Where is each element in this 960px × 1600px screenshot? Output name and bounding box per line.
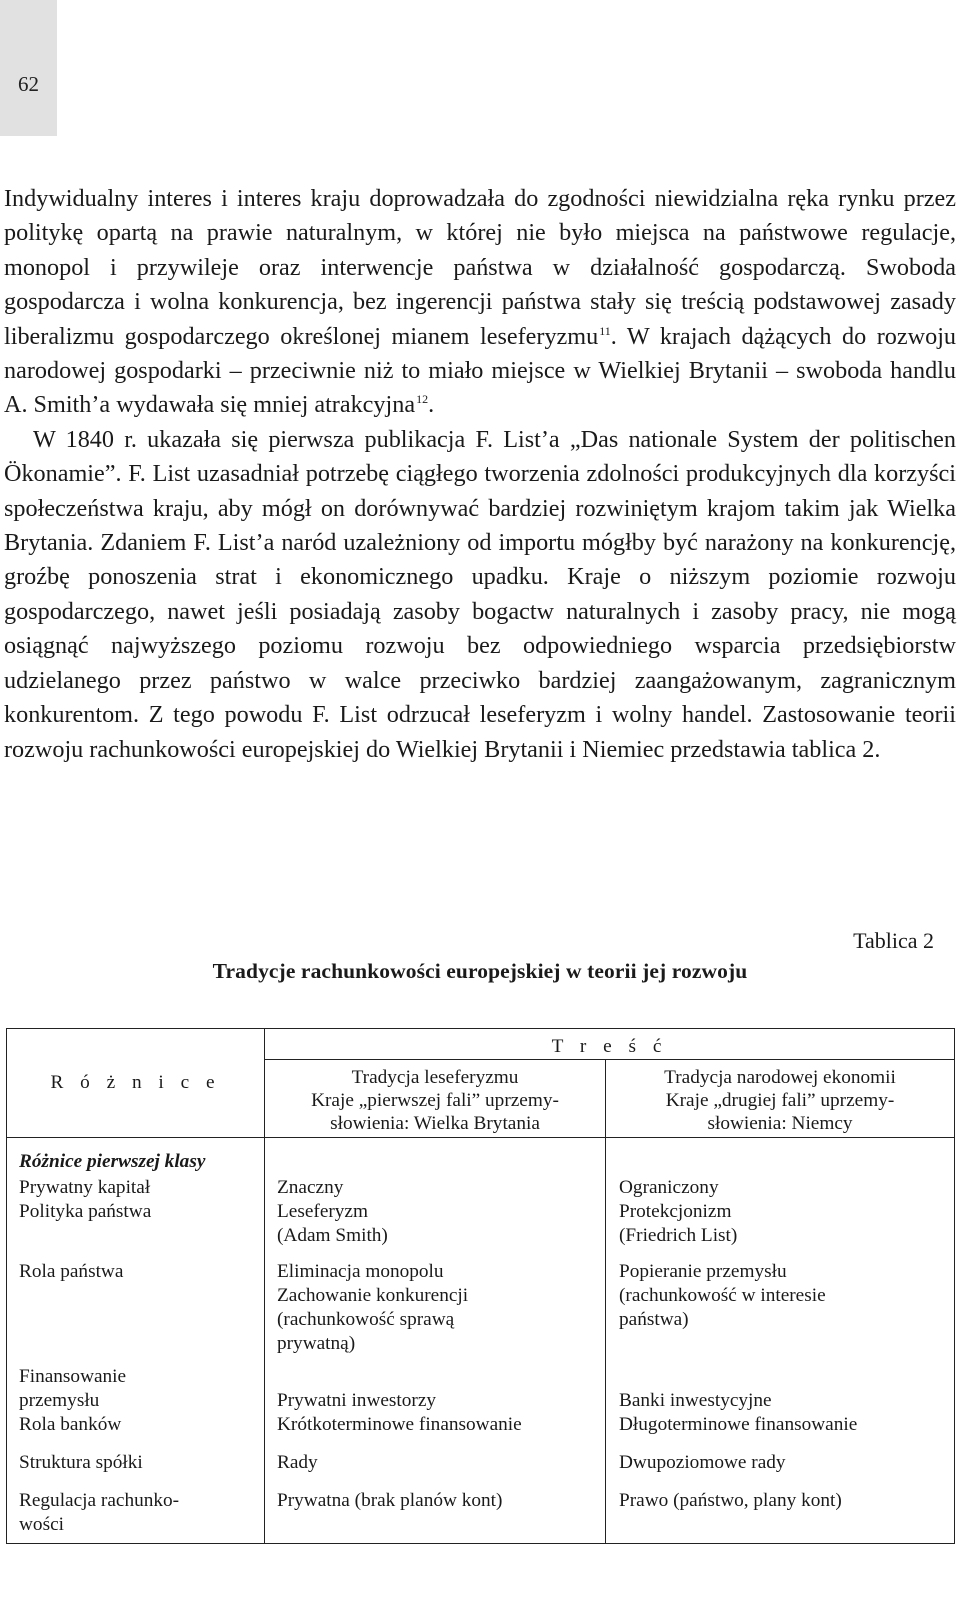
cell-line: Finansowanie — [19, 1366, 127, 1387]
cell-line: wości — [19, 1514, 64, 1535]
cell-line: Prywatni inwestorzy — [277, 1390, 437, 1411]
table-row — [7, 1174, 955, 1248]
table-cell — [606, 1356, 955, 1437]
table-cell — [7, 1356, 265, 1437]
cell-line: Rola banków — [19, 1414, 122, 1435]
cell-line: (rachunkowość sprawą — [277, 1309, 455, 1330]
cell-line: Banki inwestycyjne — [619, 1390, 772, 1411]
header-narodowa-line: słowienia: Niemcy — [707, 1113, 853, 1134]
header-tresc: T r e ś ć — [265, 1029, 955, 1060]
table-row — [7, 1248, 955, 1356]
table-cell — [7, 1248, 265, 1356]
cell-line: Eliminacja monopolu — [277, 1261, 444, 1282]
table-title: Tradycje rachunkowości europejskiej w teorii jej rozwoju — [212, 959, 748, 983]
empty-cell — [265, 1138, 606, 1175]
cell-line: Protekcjonizm — [619, 1201, 732, 1222]
cell-line: Znaczny — [277, 1177, 344, 1198]
paragraph-1-text-a: Indywidualny interes i interes kraju doprowadzała do zgodności niewidzialna ręka rynku przez politykę opartą na prawie naturalnym, w której nie było miejsca na państwowe regulacje, monopol i przywileje oraz interwencje państwa w działalność gospodarczą. Swoboda gospodarcza i wolna konkurencja, bez ingerencji państwa stały się treścią podstawowej zasady liberalizmu gospodarczego określonej mianem leseferyzmu — [4, 185, 956, 350]
body-text — [4, 182, 956, 767]
table-cell — [606, 1475, 955, 1544]
table-cell — [265, 1248, 606, 1356]
header-leseferyzm-line: Kraje „pierwszej fali” uprzemy- — [311, 1090, 559, 1111]
cell-line: Popieranie przemysłu — [619, 1261, 787, 1282]
section-title-cell — [7, 1138, 265, 1175]
header-narodowa-ekonomia — [606, 1060, 955, 1138]
footnote-ref-12[interactable]: 12 — [416, 392, 429, 407]
header-narodowa-line: Kraje „drugiej fali” uprzemy- — [665, 1090, 895, 1111]
table-cell — [265, 1475, 606, 1544]
header-leseferyzm-line: Tradycja leseferyzmu — [351, 1067, 519, 1088]
cell-line: Zachowanie konkurencji — [277, 1285, 469, 1306]
cell-line: prywatną) — [277, 1333, 356, 1354]
table-cell — [606, 1174, 955, 1248]
cell-line: państwa) — [619, 1309, 689, 1330]
cell-line: Długoterminowe finansowanie — [619, 1414, 858, 1435]
table-cell — [606, 1437, 955, 1475]
table-cell — [7, 1475, 265, 1544]
cell-line: (Adam Smith) — [277, 1225, 388, 1246]
cell-line: Rady — [277, 1452, 318, 1473]
empty-cell — [606, 1138, 955, 1175]
cell-line: Ograniczony — [619, 1177, 719, 1198]
cell-line: Struktura spółki — [19, 1452, 143, 1473]
table-row — [7, 1437, 955, 1475]
section-title: Różnice pierwszej klasy — [19, 1151, 206, 1172]
table-row — [7, 1356, 955, 1437]
footnote-ref-11[interactable]: 11 — [599, 323, 611, 338]
cell-line: Prywatna (brak planów kont) — [277, 1490, 503, 1511]
paragraph-2: W 1840 r. ukazała się pierwsza publikacja F. List’a „Das nationale System der politischen Ökonamie”. F. List uzasadniał potrzebę ciągłego tworzenia zdolności produkcyjnych dla korzyści społeczeństwa kraju, aby mógł on dorównywać bardziej rozwiniętym krajom takim jak Wielka Brytania. Zdaniem F. List’a naród uzależniony od importu mógłby być narażony na konkurencję, groźbę ponoszenia strat i ekonomicznego upadku. Kraje o niższym poziomie rozwoju gospodarczego, nawet jeśli posiadają zasoby bogactw naturalnych i zasoby pracy, nie mogą osiągnąć najwyższego poziomu rozwoju bez odpowiedniego wsparcia przedsiębiorstw udzielanego przez państwo w walce przeciwko bardziej zaangażowanym, zagranicznym konkurentom. Z tego powodu F. List odrzucał leseferyzm i wolny handel. Zastosowanie teorii rozwoju rachunkowości europejskiej do Wielkiej Brytanii i Niemiec przedstawia tablica 2. — [4, 425, 956, 763]
cell-line: Rola państwa — [19, 1261, 124, 1282]
cell-line: Prawo (państwo, plany kont) — [619, 1490, 842, 1511]
table-label: Tablica 2 — [853, 928, 934, 953]
cell-line: Prywatny kapitał — [19, 1177, 151, 1198]
header-narodowa-line: Tradycja narodowej ekonomii — [664, 1067, 896, 1088]
table-row — [7, 1475, 955, 1544]
cell-line: (rachunkowość w interesie — [619, 1285, 826, 1306]
cell-line: Regulacja rachunko- — [19, 1490, 180, 1511]
table-cell — [265, 1356, 606, 1437]
paragraph-1 — [4, 182, 956, 423]
cell-line: Leseferyzm — [277, 1201, 368, 1222]
table-cell — [7, 1437, 265, 1475]
cell-line: Krótkoterminowe finansowanie — [277, 1414, 522, 1435]
table-cell — [7, 1174, 265, 1248]
table-row-section — [7, 1138, 955, 1175]
page-number-tab — [0, 0, 57, 136]
page-number: 62 — [18, 72, 39, 96]
comparison-table — [6, 1028, 955, 1544]
cell-line: (Friedrich List) — [619, 1225, 738, 1246]
header-leseferyzm-line: słowienia: Wielka Brytania — [330, 1113, 540, 1134]
paragraph-1-text-c: . — [428, 391, 435, 419]
header-leseferyzm — [265, 1060, 606, 1138]
header-roznice: R ó ż n i c e — [7, 1029, 265, 1138]
table-cell — [265, 1437, 606, 1475]
cell-line: przemysłu — [19, 1390, 100, 1411]
cell-line: Dwupoziomowe rady — [619, 1452, 786, 1473]
table-cell — [606, 1248, 955, 1356]
paragraph-1-text-b: . W krajach dążących do rozwoju narodowej gospodarki – przeciwnie niż to miało miejsce w Wielkiej Brytanii – swoboda handlu A. Smith’a wydawała się mniej atrakcyjna — [4, 322, 957, 419]
cell-line: Polityka państwa — [19, 1201, 152, 1222]
table-cell — [265, 1174, 606, 1248]
